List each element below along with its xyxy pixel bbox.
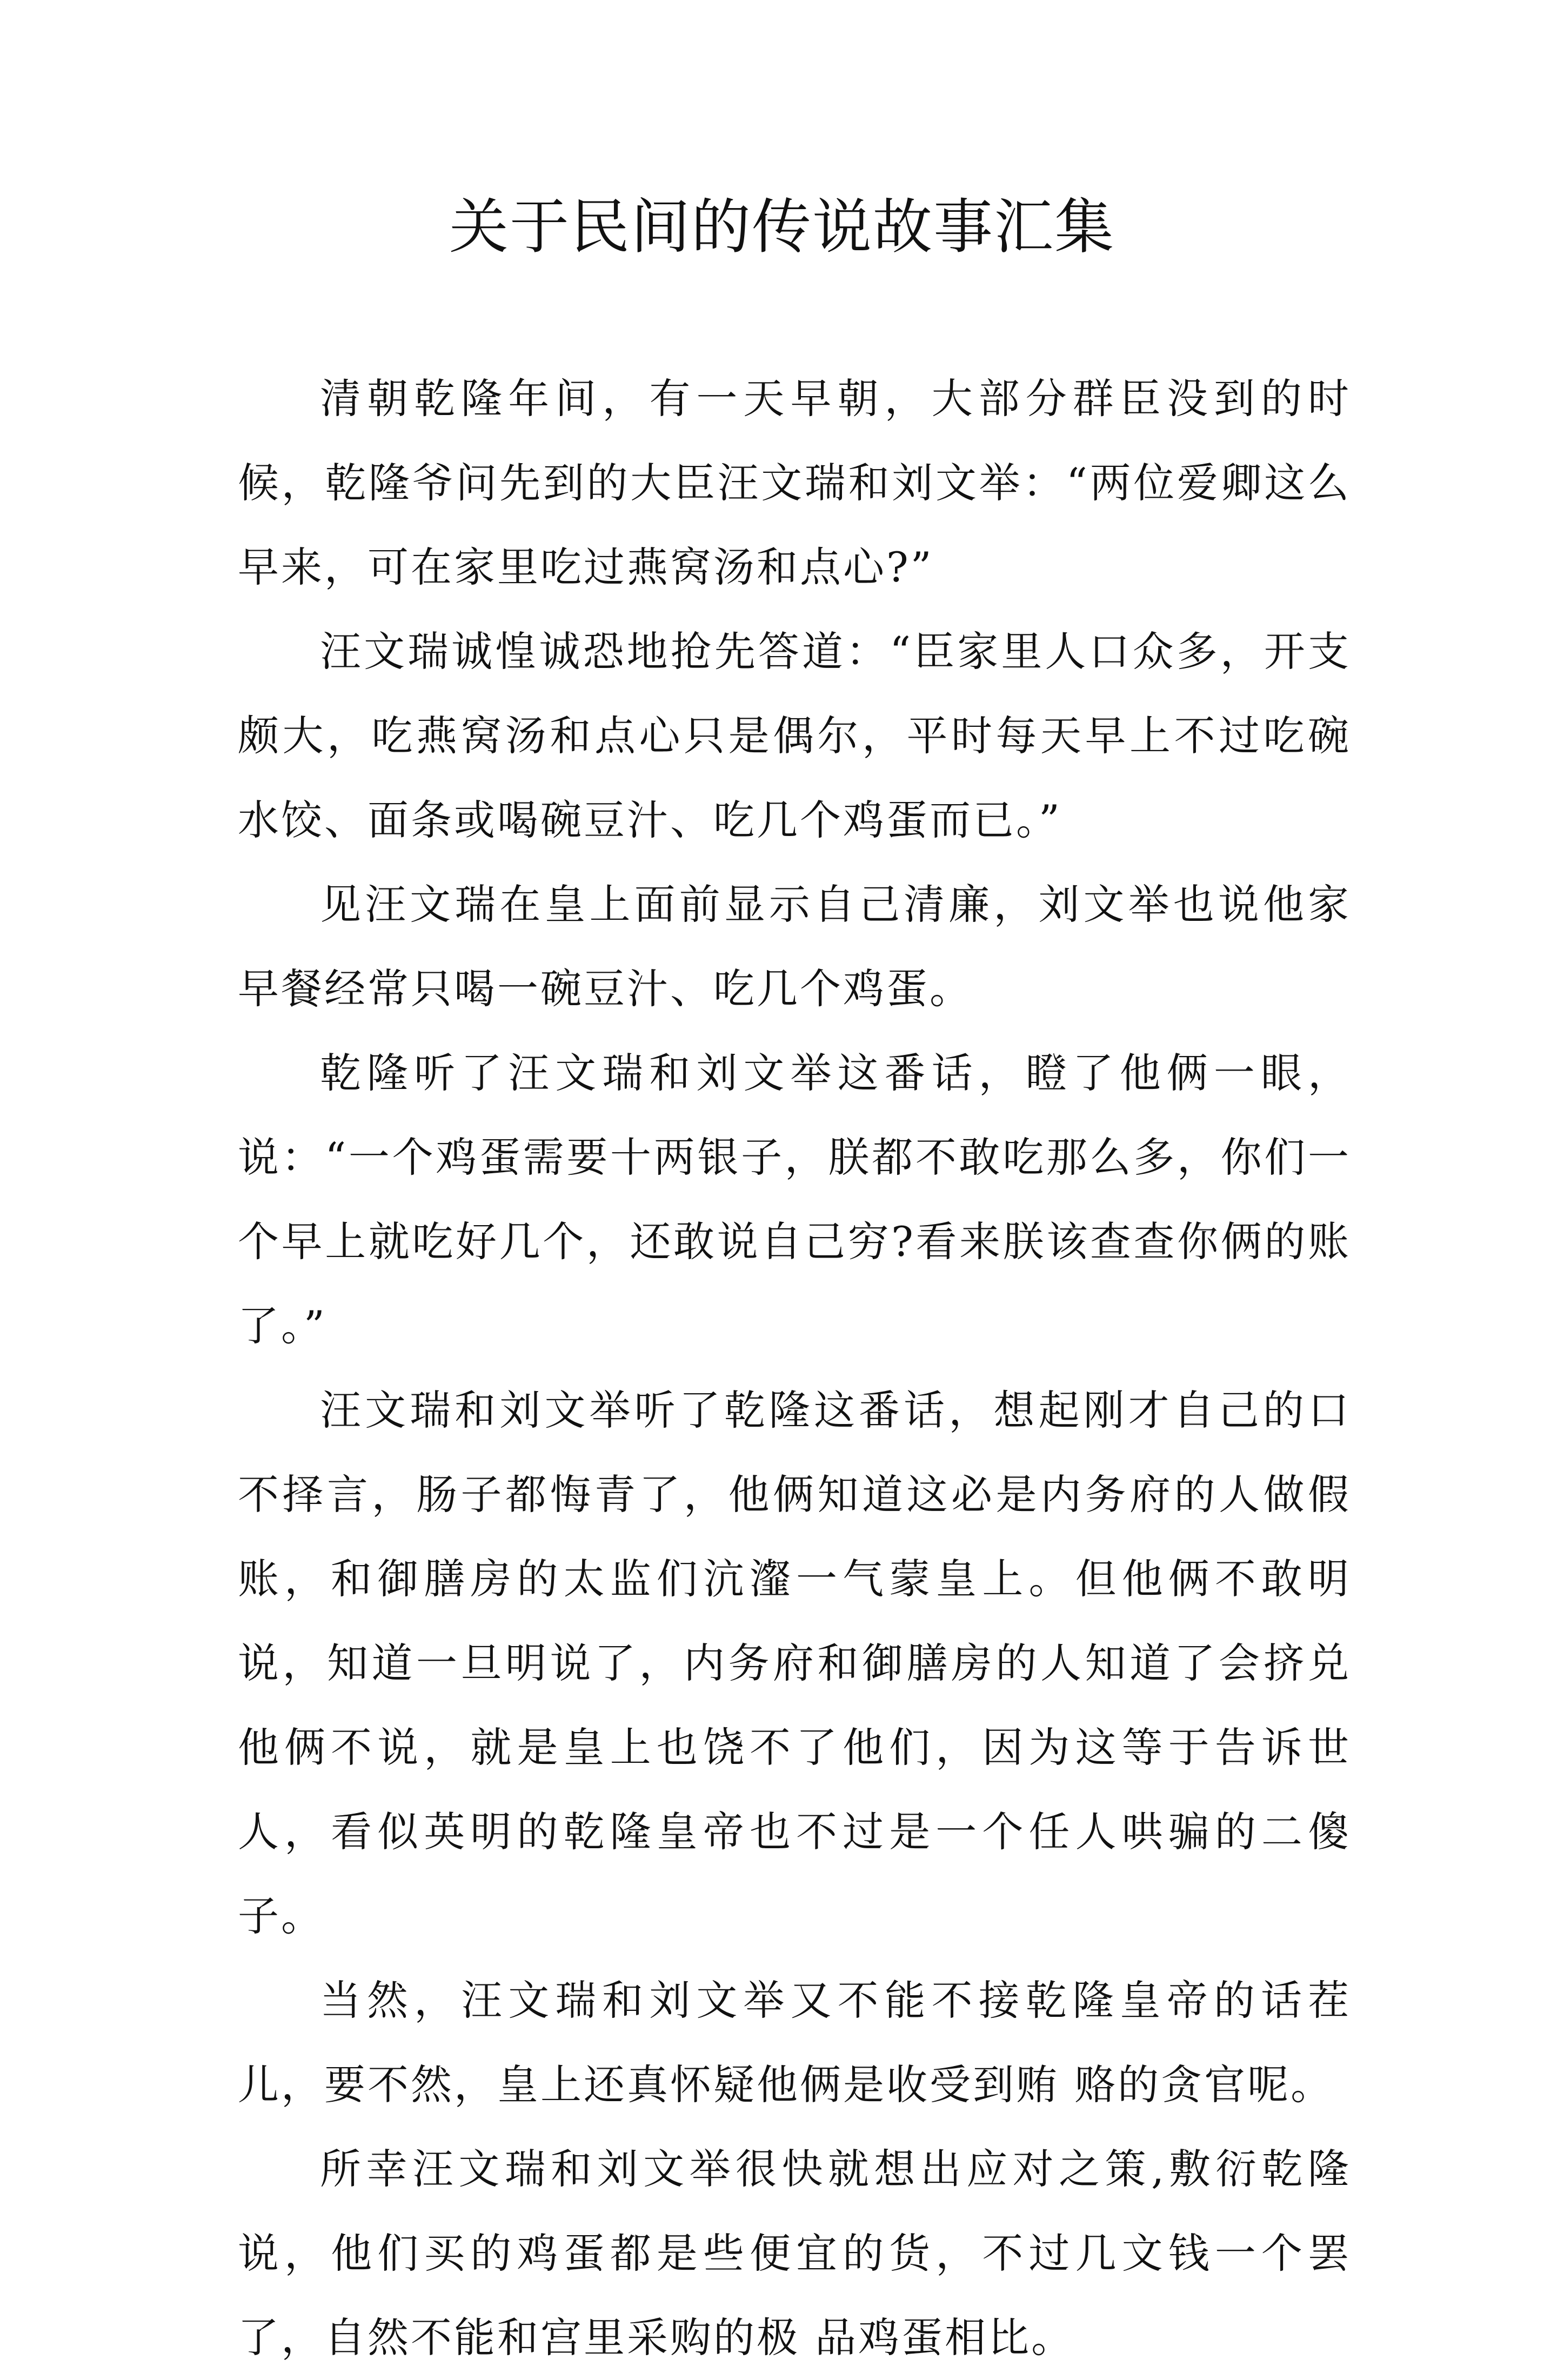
paragraph-4: 乾隆听了汪文瑞和刘文举这番话，瞪了他俩一眼，说：“一个鸡蛋需要十两银子，朕都不敢吃那么多，你们一个早上就吃好几个，还敢说自己穷?看来朕该查查你俩的账了。” — [238, 1049, 1351, 1350]
paragraph-7: 所幸汪文瑞和刘文举很快就想出应对之策,敷衍乾隆说，他们买的鸡蛋都是些便宜的货，不过几文钱一个罢了，自然不能和宫里采购的极 品鸡蛋相比。 — [238, 2145, 1351, 2362]
document-title: 关于民间的传说故事汇集 — [449, 192, 1115, 262]
paragraph-6: 当然，汪文瑞和刘文举又不能不接乾隆皇帝的话茬儿，要不然，皇上还真怀疑他俩是收受到贿 赂的贪官呢。 — [238, 1976, 1351, 2109]
paragraph-2: 汪文瑞诚惶诚恐地抢先答道：“臣家里人口众多，开支颇大，吃燕窝汤和点心只是偶尔，平时每天早上不过吃碗水饺、面条或喝碗豆汁、吃几个鸡蛋而已。” — [238, 627, 1351, 844]
paragraph-1: 清朝乾隆年间，有一天早朝，大部分群臣没到的时候，乾隆爷问先到的大臣汪文瑞和刘文举：“两位爱卿这么早来，可在家里吃过燕窝汤和点心?” — [238, 375, 1351, 591]
paragraph-3: 见汪文瑞在皇上面前显示自己清廉，刘文举也说他家早餐经常只喝一碗豆汁、吃几个鸡蛋。 — [238, 880, 1351, 1013]
document-body — [238, 357, 1351, 2380]
paragraph-5: 汪文瑞和刘文举听了乾隆这番话，想起刚才自己的口不择言，肠子都悔青了，他俩知道这必是内务府的人做假账，和御膳房的太监们沆瀣一气蒙皇上。但他俩不敢明说，知道一旦明说了，内务府和御膳房的人知道了会挤兑他俩不说，就是皇上也饶不了他们，因为这等于告诉世人，看似英明的乾隆皇帝也不过是一个任人哄骗的二傻子。 — [238, 1386, 1351, 1940]
